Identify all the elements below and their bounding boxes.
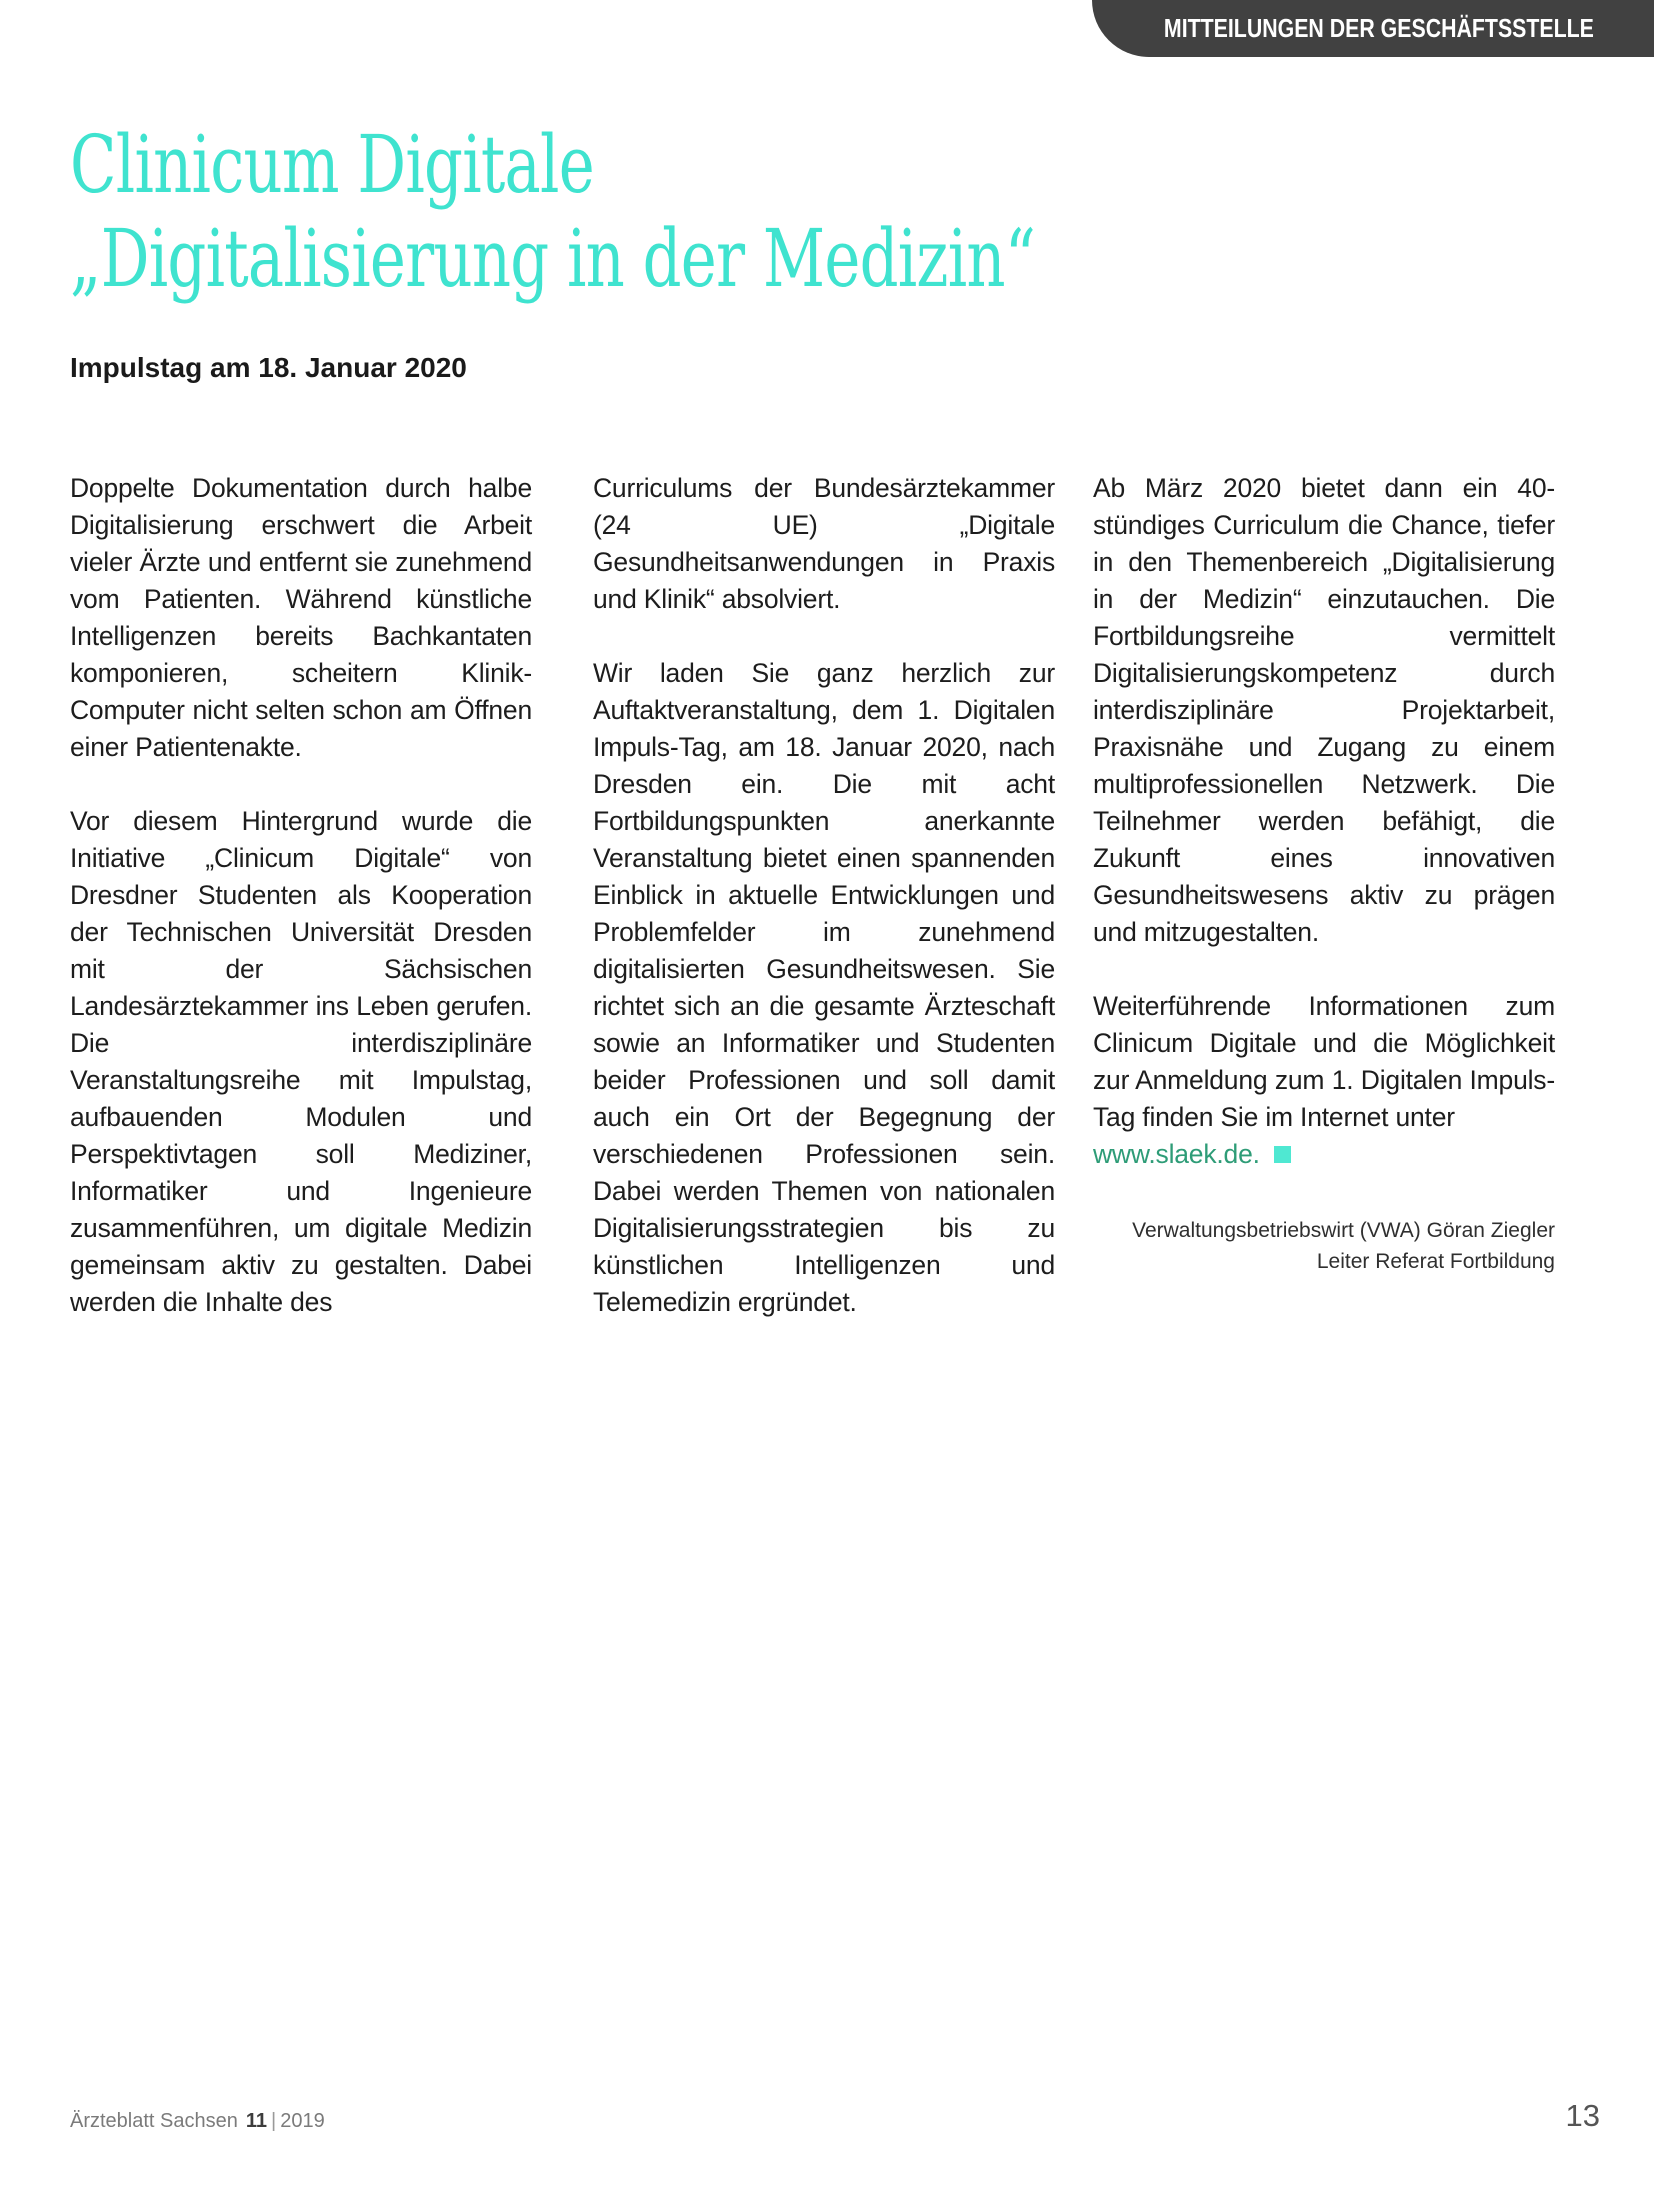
paragraph: Curriculums der Bundesärztekammer (24 UE) „Digitale Gesundheitsanwendungen in Praxis und Klinik“ absolviert. — [593, 473, 1055, 614]
article-subtitle: Impulstag am 18. Januar 2020 — [70, 352, 467, 383]
section-header-band — [1092, 0, 1654, 57]
paragraph: Ab März 2020 bietet dann ein 40-stündiges Curriculum die Chance, tiefer in den Themenbereich „Digitalisierung in der Medizin“ einzutauchen. Die Fortbildungsreihe vermittelt Digitalisierungskompetenz durch interdisziplinäre Projektarbeit, Praxisnähe und Zugang zu einem multiprofessionellen Netzwerk. Die Teilnehmer werden befähigt, die Zukunft eines innovativen Gesundheitswesens aktiv zu prägen und mitzugestalten. — [1093, 473, 1555, 947]
footer-journal-name: Ärzteblatt Sachsen — [70, 2110, 238, 2132]
slaek-website-link[interactable]: www.slaek.de. — [1093, 1139, 1260, 1169]
paragraph-with-link — [1093, 988, 1555, 1173]
article-title — [70, 118, 1035, 306]
footer-page-number: 13 — [1565, 2098, 1600, 2133]
paragraph: Doppelte Dokumentation durch halbe Digitalisierung erschwert die Arbeit vieler Ärzte und entfernt sie zunehmend vom Patienten. Während künstliche Intelligenzen bereits Bachkantaten komponieren, scheitern Klinik-Computer nicht selten schon am Öffnen einer Patientenakte. — [70, 473, 532, 762]
paragraph: Wir laden Sie ganz herzlich zur Auftaktveranstaltung, dem 1. Digitalen Impuls-Tag, am 18. Januar 2020, nach Dresden ein. Die mit acht Fortbildungspunkten anerkannte Veranstaltung bietet einen spannenden Einblick in aktuelle Entwicklungen und Problemfelder im zunehmend digitalisierten Gesundheitswesen. Sie richtet sich an die gesamte Ärzteschaft sowie an Informatiker und Studenten beider Professionen und soll damit auch ein Ort der Begegnung der verschiedenen Professionen sein. Dabei werden Themen von nationalen Digitalisierungsstrategien bis zu künstlichen Intelligenzen und Telemedizin ergründet. — [593, 658, 1055, 1317]
paragraph: Vor diesem Hintergrund wurde die Initiative „Clinicum Digitale“ von Dresdner Studenten als Kooperation der Technischen Universität Dresden mit der Sächsischen Landesärztekammer ins Leben gerufen. Die interdisziplinäre Veranstaltungsreihe mit Impulstag, aufbauenden Modulen und Perspektivtagen soll Mediziner, Informatiker und Ingenieure zusammenführen, um digitale Medizin gemeinsam aktiv zu gestalten. Dabei werden die Inhalte des — [70, 806, 532, 1317]
signature-role: Leiter Referat Fortbildung — [1316, 1250, 1555, 1273]
signature-name: Verwaltungsbetriebswirt (VWA) Göran Ziegler — [1132, 1219, 1555, 1242]
footer-issue-number: 11 — [245, 2110, 268, 2132]
end-marker-square — [1274, 1146, 1291, 1163]
footer-separator: | — [271, 2110, 277, 2132]
footer-journal-info — [70, 2110, 325, 2133]
author-signature — [1093, 1215, 1555, 1277]
text-column-1 — [70, 470, 532, 1358]
article-title-line2: „Digitalisierung in der Medizin“ — [70, 212, 1036, 305]
text-column-3 — [1093, 470, 1555, 1277]
article-title-line1: Clinicum Digitale — [70, 118, 594, 211]
text-column-2 — [593, 470, 1055, 1358]
footer-year: 2019 — [280, 2110, 325, 2132]
section-header-label: MITTEILUNGEN DER GESCHÄFTSSTELLE — [1163, 13, 1594, 43]
paragraph-text: Weiterführende Informationen zum Clinicum Digitale und die Möglichkeit zur Anmeldung zum 1. Digitalen Impuls-Tag finden Sie im Internet unter — [1093, 991, 1555, 1132]
